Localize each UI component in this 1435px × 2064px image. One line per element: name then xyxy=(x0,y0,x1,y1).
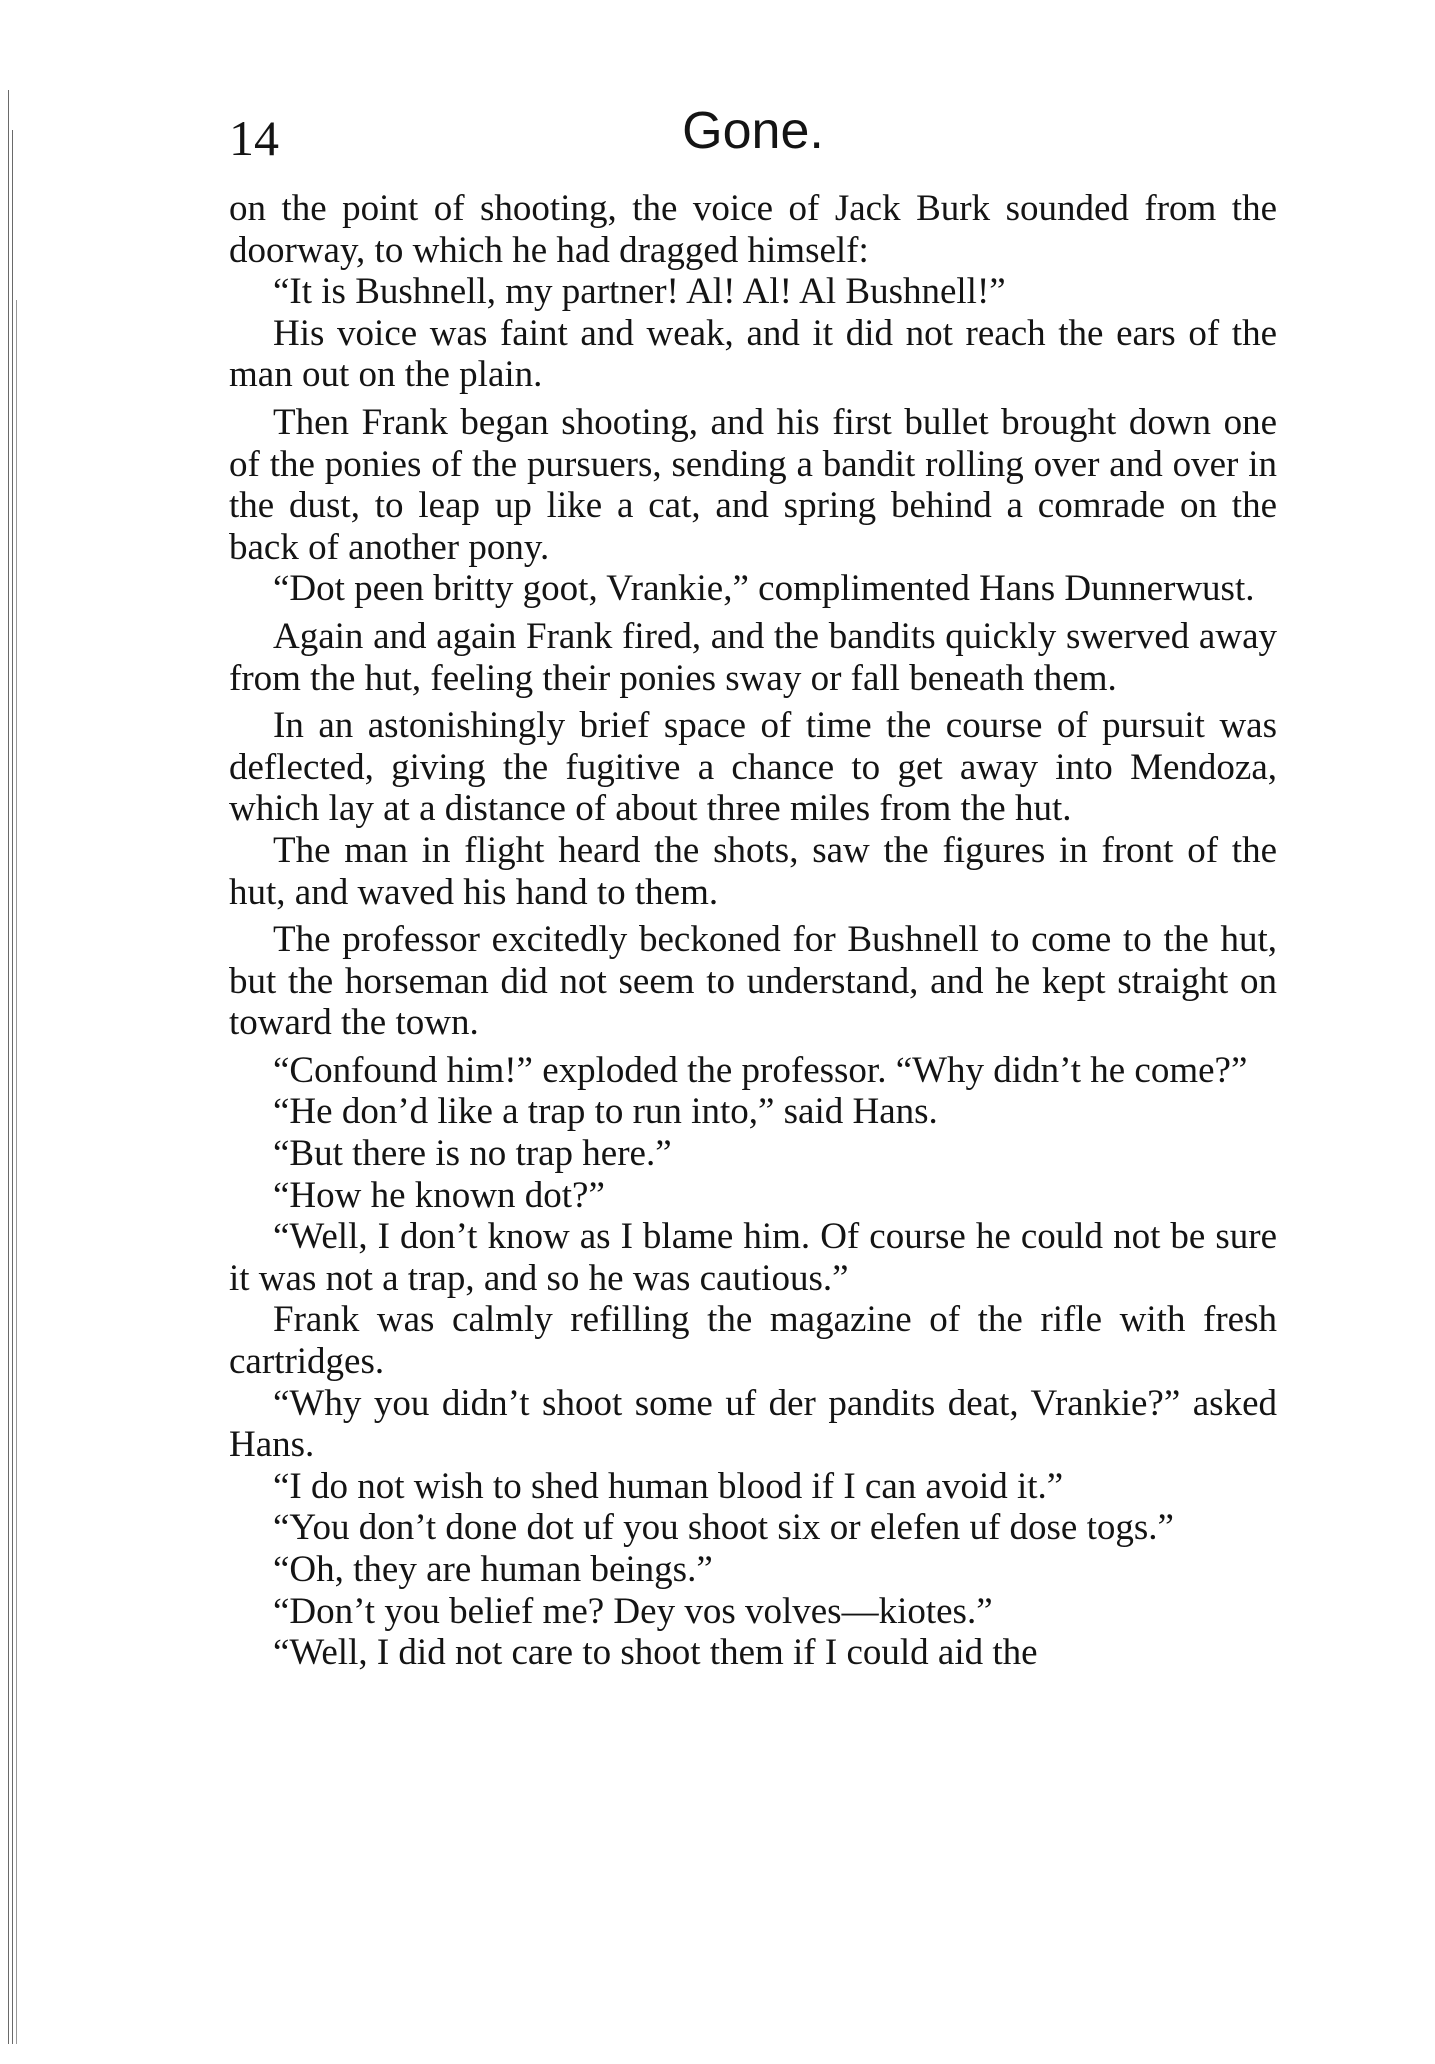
page-binding-edge xyxy=(16,300,17,2044)
running-title: Gone. xyxy=(682,102,824,160)
paragraph: “I do not wish to shed human blood if I can avoid it.” xyxy=(273,1465,1064,1507)
page-header xyxy=(229,100,1277,178)
paragraph: “Well, I don’t know as I blame him. Of course he could not be sure it was not a trap, and so he was cautious.” xyxy=(229,1216,1277,1299)
paragraph: “How he known dot?” xyxy=(273,1174,605,1216)
paragraph: “Well, I did not care to shoot them if I could aid the xyxy=(273,1632,1038,1674)
paragraph: “Confound him!” exploded the professor. “Why didn’t he come?” xyxy=(273,1049,1248,1091)
paragraph: Again and again Frank fired, and the bandits quickly swerved away from the hut, feeling their ponies sway or fall beneath them. xyxy=(229,615,1277,699)
paragraph: “Why you didn’t shoot some uf der pandits deat, Vrankie?” asked Hans. xyxy=(229,1382,1277,1466)
body-text xyxy=(229,188,1277,1674)
paragraph: Frank was calmly refilling the magazine of the rifle with fresh cartridges. xyxy=(229,1299,1277,1383)
page-number: 14 xyxy=(229,110,279,166)
book-page xyxy=(229,100,1277,2040)
paragraph: “Dot peen britty goot, Vrankie,” complimented Hans Dunnerwust. xyxy=(273,568,1255,610)
paragraph: In an astonishingly brief space of time the course of pursuit was deflected, giving the fugitive a chance to get away into Mendoza, which lay at a distance of about three miles from the hut. xyxy=(229,705,1277,830)
paragraph: “He don’d like a trap to run into,” said Hans. xyxy=(273,1091,938,1133)
paragraph: “You don’t done dot uf you shoot six or elefen uf dose togs.” xyxy=(273,1507,1174,1549)
paragraph: The professor excitedly beckoned for Bushnell to come to the hut, but the horseman did not seem to understand, and he kept straight on toward the town. xyxy=(229,919,1277,1044)
page-binding-edge xyxy=(12,130,13,2044)
paragraph: “It is Bushnell, my partner! Al! Al! Al Bushnell!” xyxy=(273,271,1006,313)
paragraph: Then Frank began shooting, and his first bullet brought down one of the ponies of the pursuers, sending a bandit rolling over and over in the dust, to leap up like a cat, and spring behind a comrade on the back of another pony. xyxy=(229,401,1277,568)
paragraph: “Don’t you belief me? Dey vos volves—kiotes.” xyxy=(273,1590,993,1632)
paragraph: “Oh, they are human beings.” xyxy=(273,1549,713,1590)
paragraph: The man in flight heard the shots, saw the figures in front of the hut, and waved his hand to them. xyxy=(229,829,1277,913)
page-binding-edge xyxy=(8,90,9,2044)
paragraph: on the point of shooting, the voice of Jack Burk sounded from the doorway, to which he had dragged himself: xyxy=(229,188,1277,271)
paragraph: His voice was faint and weak, and it did not reach the ears of the man out on the plain. xyxy=(229,312,1277,396)
paragraph: “But there is no trap here.” xyxy=(273,1133,672,1175)
